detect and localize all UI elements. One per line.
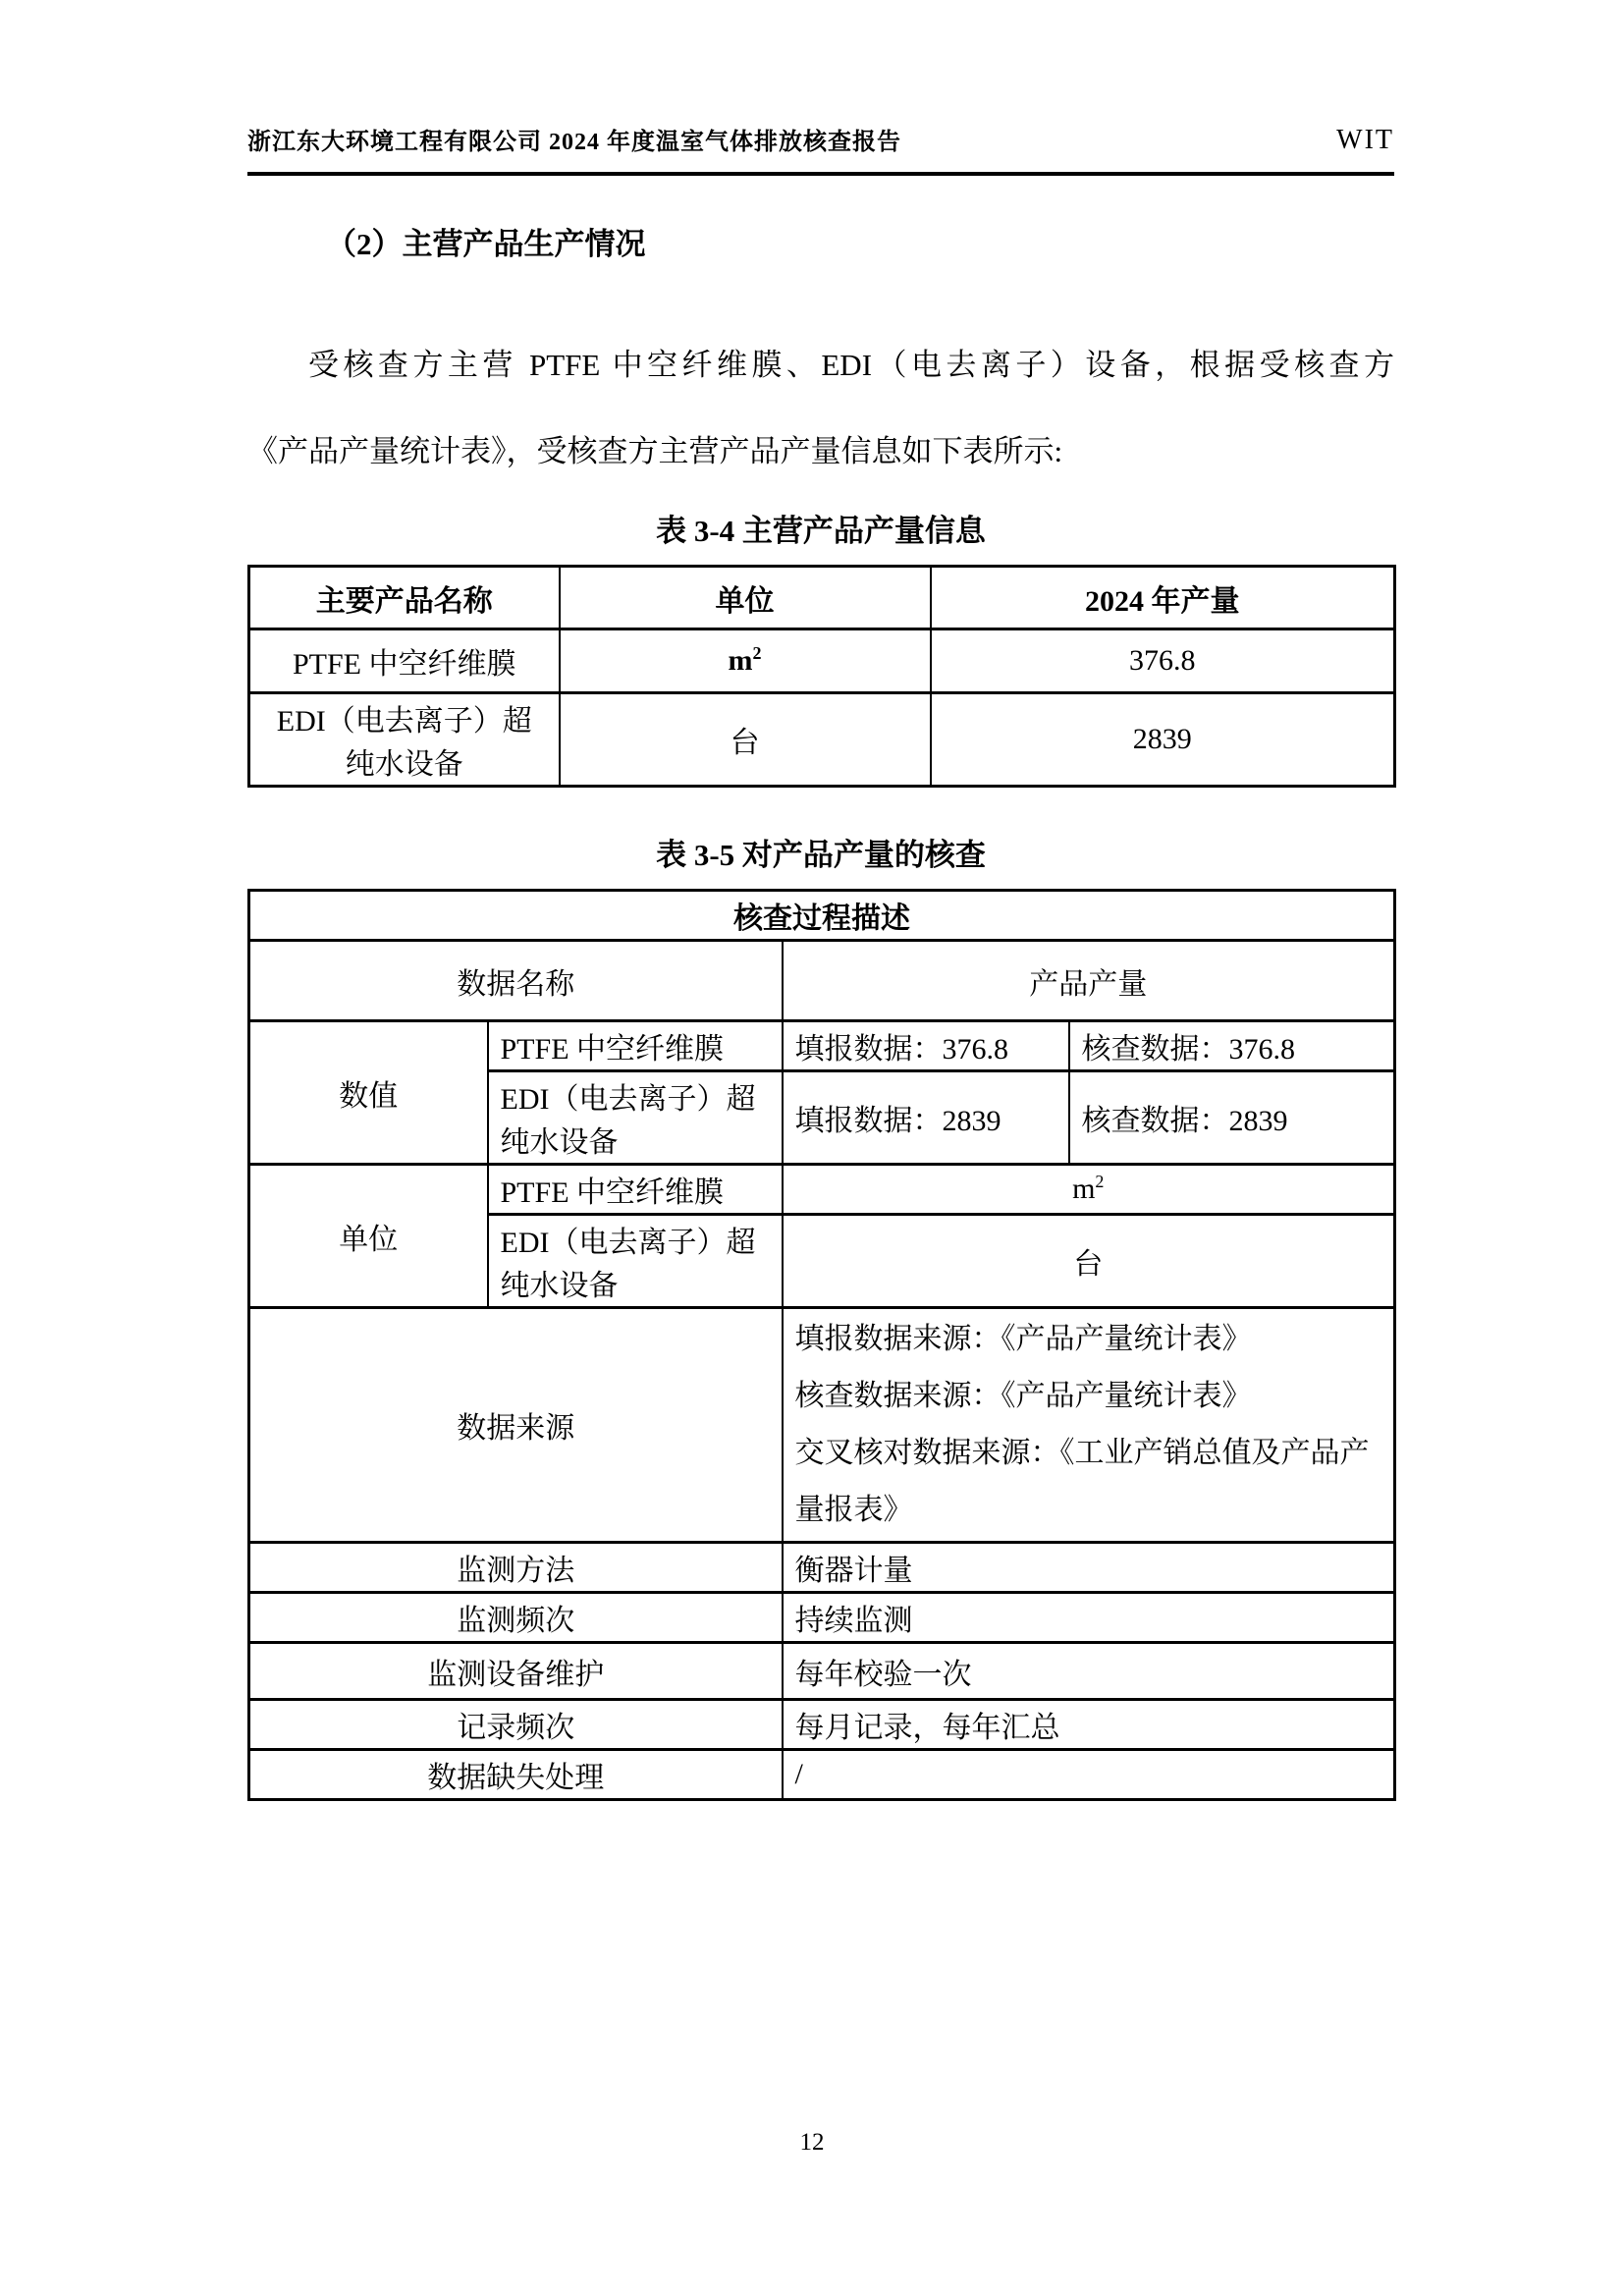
t35-numeric-verified-1: 核查数据：376.8 [1069,1021,1395,1071]
unit-base: m [1072,1173,1096,1205]
t35-data-source-label: 数据来源 [249,1308,783,1543]
t35-monitor-method-label: 监测方法 [249,1543,783,1593]
t35-record-frequency-value: 每月记录，每年汇总 [783,1700,1395,1750]
t34-product-1-value: 376.8 [931,629,1395,693]
t35-numeric-reported-1: 填报数据：376.8 [783,1021,1069,1071]
table-row [249,941,1395,1021]
t35-numeric-product-1: PTFE 中空纤维膜 [488,1021,783,1071]
t35-unit-label: 单位 [249,1165,488,1308]
t35-unit-value-2: 台 [783,1215,1395,1308]
source-line-reported: 填报数据来源：《产品产量统计表》 [794,1323,1252,1355]
table-row [249,1021,1395,1071]
t35-missing-data-value: / [783,1750,1395,1800]
table-row [249,629,1395,693]
t35-monitor-method-value: 衡器计量 [783,1543,1395,1593]
t35-numeric-label: 数值 [249,1021,488,1165]
t34-product-2-unit: 台 [560,693,931,787]
t34-product-1-unit [560,629,931,693]
t34-product-1-name: PTFE 中空纤维膜 [249,629,560,693]
t35-device-maintenance-value: 每年校验一次 [783,1643,1395,1700]
table-row [249,1750,1395,1800]
t35-missing-data-label: 数据缺失处理 [249,1750,783,1800]
table-row [249,1593,1395,1643]
t35-record-frequency-label: 记录频次 [249,1700,783,1750]
t35-unit-value-1 [783,1165,1395,1215]
t35-monitor-frequency-value: 持续监测 [783,1593,1395,1643]
table-row [249,891,1395,941]
t35-monitor-frequency-label: 监测频次 [249,1593,783,1643]
t35-data-name-label: 数据名称 [249,941,783,1021]
t34-header-unit: 单位 [560,567,931,629]
t35-data-source-content [783,1308,1395,1543]
page-header [247,0,1394,176]
table-3-5 [247,889,1396,1801]
table-row [249,1543,1395,1593]
t34-product-2-name: EDI（电去离子）超纯水设备 [249,693,560,787]
body-paragraph [247,322,1394,495]
t35-numeric-product-2: EDI（电去离子）超纯水设备 [488,1071,783,1165]
source-line-crosscheck: 交叉核对数据来源：《工业产销总值及产品产量报表》 [794,1437,1370,1526]
page-number: 12 [799,2129,825,2156]
paragraph-line-2: 《产品产量统计表》，受核查方主营产品产量信息如下表所示: [247,434,1063,468]
unit-superscript: 2 [752,643,762,663]
unit-base: m [728,644,753,677]
table-3-4-caption: 表 3-4 主营产品产量信息 [656,514,986,548]
table-row [249,567,1395,629]
t34-header-2024-output: 2024 年产量 [931,567,1395,629]
table-row [249,1700,1395,1750]
paragraph-line-1: 受核查方主营 PTFE 中空纤维膜、EDI（电去离子）设备，根据受核查方 [308,348,1394,382]
table-row [249,1165,1395,1215]
table-3-5-caption: 表 3-5 对产品产量的核查 [656,838,986,872]
section-heading: （2）主营产品生产情况 [326,227,646,261]
t35-numeric-verified-2: 核查数据：2839 [1069,1071,1395,1165]
t35-unit-product-1: PTFE 中空纤维膜 [488,1165,783,1215]
t35-process-description-header: 核查过程描述 [249,891,1395,941]
wit-logo-text: WIT [1336,125,1394,155]
report-title: 浙江东大环境工程有限公司 2024 年度温室气体排放核查报告 [247,130,901,155]
unit-superscript: 2 [1095,1172,1105,1191]
t34-product-2-value: 2839 [931,693,1395,787]
t35-data-name-value: 产品产量 [783,941,1395,1021]
table-row [249,693,1395,787]
t35-numeric-reported-2: 填报数据：2839 [783,1071,1069,1165]
table-row [249,1308,1395,1543]
source-line-verified: 核查数据来源：《产品产量统计表》 [794,1380,1252,1412]
t35-device-maintenance-label: 监测设备维护 [249,1643,783,1700]
table-row [249,1643,1395,1700]
table-3-4 [247,565,1396,788]
t34-header-product-name: 主要产品名称 [249,567,560,629]
t35-unit-product-2: EDI（电去离子）超纯水设备 [488,1215,783,1308]
